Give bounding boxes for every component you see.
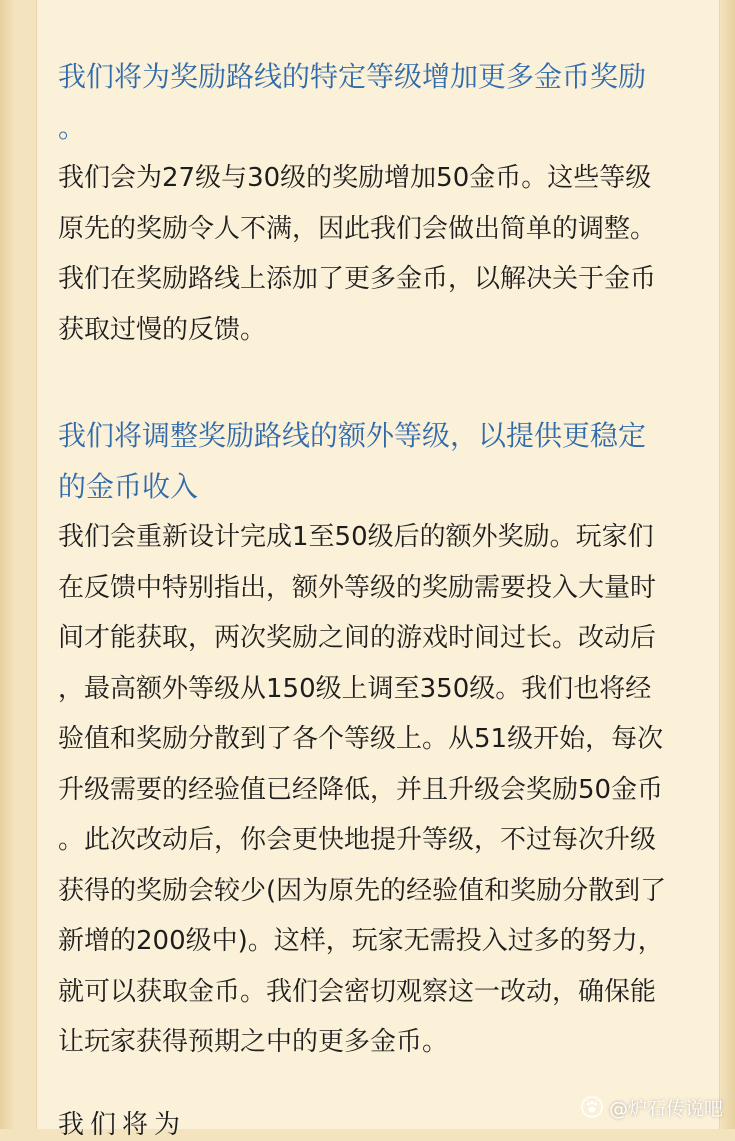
body-line: 我们会重新设计完成1至50级后的额外奖励。玩家们 bbox=[58, 522, 654, 552]
body-line: 就可以获取金币。我们会密切观察这一改动，确保能 bbox=[58, 976, 657, 1007]
article-content bbox=[58, 51, 698, 1068]
page-edge-right bbox=[721, 0, 735, 1129]
section-body bbox=[58, 153, 698, 355]
body-line: 我们在奖励路线上添加了更多金币，以解决关于金币 bbox=[58, 264, 657, 294]
body-line: 获得的奖励会较少(因为原先的经验值和奖励分散到了 bbox=[58, 875, 667, 906]
body-line: 原先的奖励令人不满，因此我们会做出简单的调整。 bbox=[58, 213, 657, 244]
section-heading bbox=[58, 410, 698, 512]
body-line: 验值和奖励分散到了各个等级上。从51级开始，每次 bbox=[58, 724, 664, 754]
cut-off-text: 我们将为 bbox=[58, 1110, 187, 1140]
section-gold-rewards bbox=[58, 51, 698, 355]
body-line: 在反馈中特别指出，额外等级的奖励需要投入大量时 bbox=[58, 572, 657, 603]
body-line: 升级需要的经验值已经降低，并且升级会奖励50金币 bbox=[58, 774, 664, 805]
page-edge-left bbox=[0, 0, 14, 1129]
body-line: 。此次改动后，你会更快地提升等级，不过每次升级 bbox=[58, 825, 657, 855]
heading-line: 我们将调整奖励路线的额外等级，以提供更稳定 bbox=[58, 419, 647, 452]
body-line: ，最高额外等级从150级上调至350级。我们也将经 bbox=[58, 673, 652, 704]
body-line: 新增的200级中)。这样，玩家无需投入过多的努力， bbox=[58, 926, 664, 956]
heading-line: 我们将为奖励路线的特定等级增加更多金币奖励 bbox=[58, 60, 647, 93]
watermark-text: @炉石传说吧 bbox=[608, 1097, 723, 1120]
section-heading bbox=[58, 51, 698, 153]
tieba-paw-icon bbox=[581, 1096, 603, 1118]
section-bonus-levels bbox=[58, 410, 698, 1068]
body-line: 我们会为27级与30级的奖励增加50金币。这些等级 bbox=[58, 163, 652, 193]
heading-line: 的金币收入 bbox=[58, 470, 199, 503]
watermark bbox=[581, 1091, 723, 1123]
body-line: 获取过慢的反馈。 bbox=[58, 314, 267, 345]
body-line: 让玩家获得预期之中的更多金币。 bbox=[58, 1027, 449, 1057]
section-body bbox=[58, 512, 698, 1068]
body-line: 间才能获取，两次奖励之间的游戏时间过长。改动后 bbox=[58, 623, 657, 653]
heading-line: 。 bbox=[58, 111, 87, 144]
section-spacer bbox=[58, 355, 698, 410]
cut-off-heading bbox=[58, 1110, 218, 1140]
